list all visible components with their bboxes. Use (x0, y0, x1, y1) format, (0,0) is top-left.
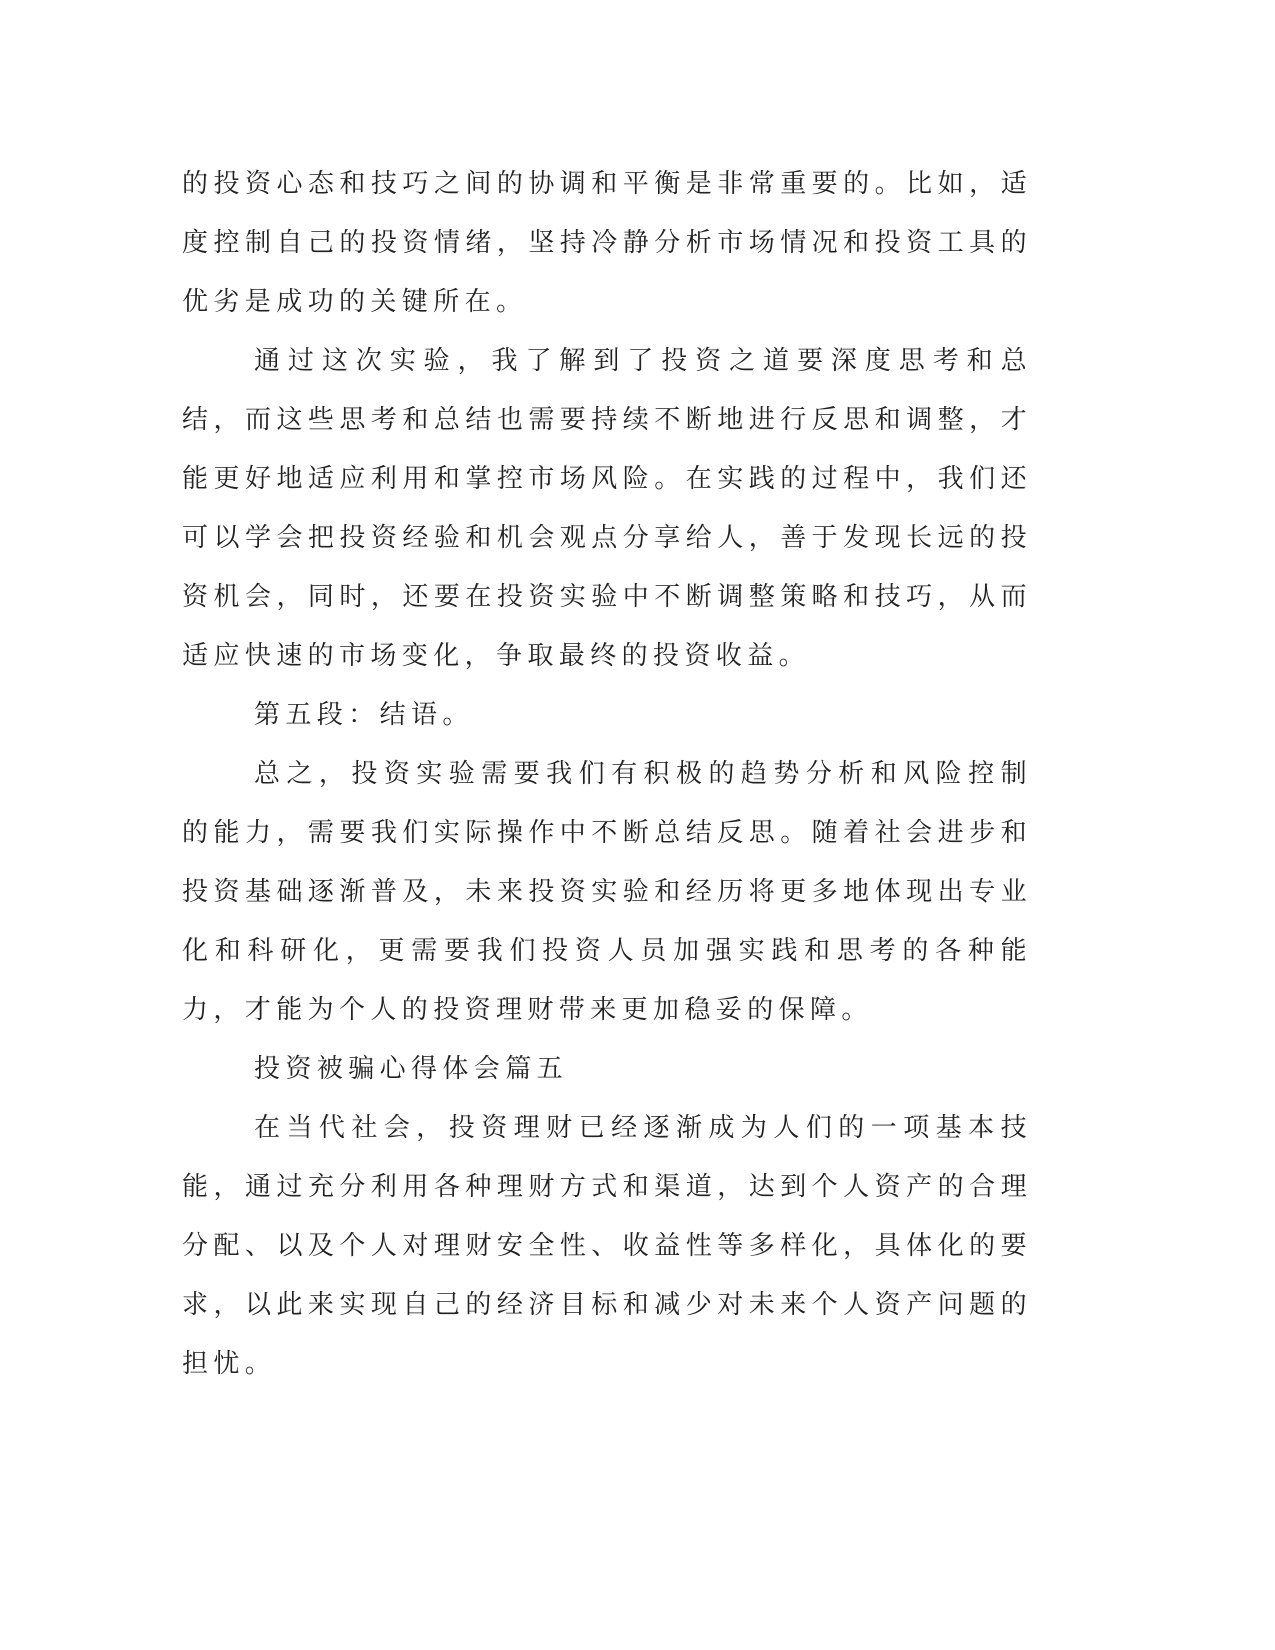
document-body (182, 155, 1032, 1394)
section-heading-conclusion: 第五段：结语。 (254, 700, 474, 730)
paragraph-conclusion: 总之，投资实验需要我们有积极的趋势分析和风险控制的能力，需要我们实际操作中不断总结反思。随着社会进步和投资基础逐渐普及，未来投资实验和经历将更多地体现出专业化和科研化，更需要我们投资人员加强实践和思考的各种能力，才能为个人的投资理财带来更加稳妥的保障。 (182, 759, 1032, 1025)
paragraph-continuation: 的投资心态和技巧之间的协调和平衡是非常重要的。比如，适度控制自己的投资情绪，坚持冷静分析市场情况和投资工具的优劣是成功的关键所在。 (182, 169, 1032, 317)
paragraph-reflection: 通过这次实验，我了解到了投资之道要深度思考和总结，而这些思考和总结也需要持续不断地进行反思和调整，才能更好地适应利用和掌控市场风险。在实践的过程中，我们还可以学会把投资经验和机会观点分享给人，善于发现长远的投资机会，同时，还要在投资实验中不断调整策略和技巧，从而适应快速的市场变化，争取最终的投资收益。 (182, 346, 1032, 671)
paragraph-intro: 在当代社会，投资理财已经逐渐成为人们的一项基本技能，通过充分利用各种理财方式和渠道，达到个人资产的合理分配、以及个人对理财安全性、收益性等多样化，具体化的要求，以此来实现自己的经济目标和减少对未来个人资产问题的担忧。 (182, 1113, 1032, 1379)
article-title: 投资被骗心得体会篇五 (254, 1054, 569, 1084)
